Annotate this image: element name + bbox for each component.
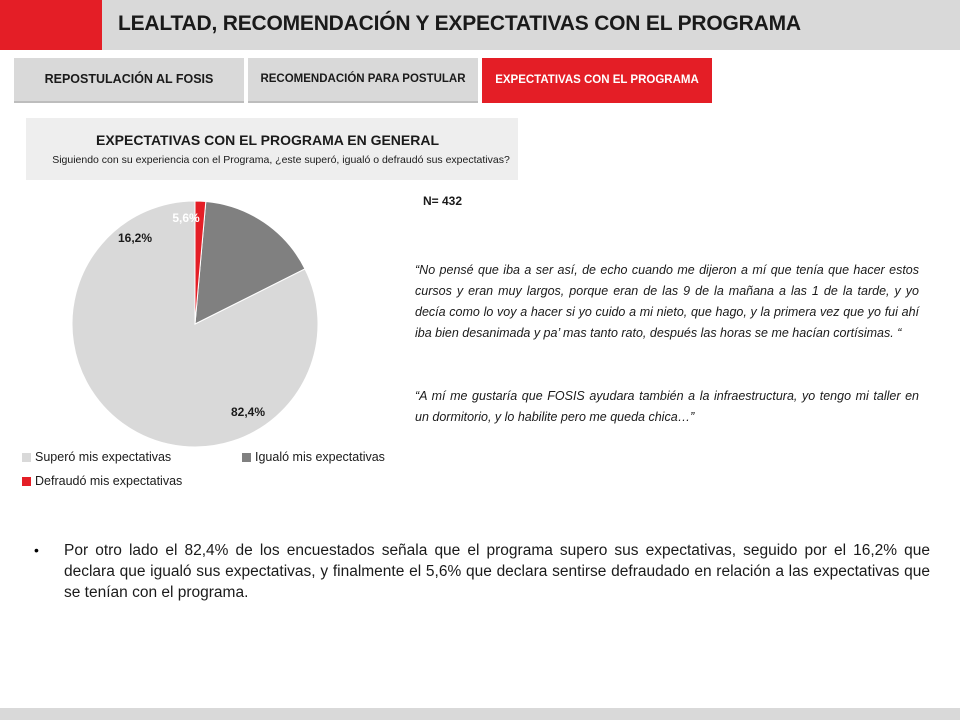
- bullet-symbol: •: [34, 542, 39, 558]
- tab-repostulacion[interactable]: REPOSTULACIÓN AL FOSIS: [14, 58, 244, 103]
- legend-swatch-defraudo: [22, 477, 31, 486]
- section-title: EXPECTATIVAS CON EL PROGRAMA EN GENERAL: [96, 132, 440, 148]
- legend-label-defraudo: Defraudó mis expectativas: [35, 474, 183, 488]
- quote-1: “No pensé que iba a ser así, de echo cuando me dijeron a mí que tenía que hacer estos cursos y eran muy largos, porque eran de las 9 de la mañana a las 1 de la tarde, y yo decía como lo voy a hacer si yo cuido a mi nieto, que hago, y la primera vez que yo fui ahí iba bien desanimada y pa’ mas tanto rato, después las horas se me hacían cortísimas. “: [415, 263, 919, 340]
- header-accent-block: [0, 0, 102, 50]
- pie-chart: [0, 190, 410, 450]
- legend-label-igualo: Igualó mis expectativas: [255, 450, 385, 464]
- data-label-defraudo: 5,6%: [172, 211, 200, 225]
- sample-size: N= 432: [423, 194, 463, 208]
- tab-recomendacion[interactable]: RECOMENDACIÓN PARA POSTULAR: [248, 58, 478, 103]
- legend-item-defraudo: [22, 474, 182, 488]
- data-label-igualo: 16,2%: [117, 231, 153, 245]
- legend-label-supero: Superó mis expectativas: [35, 450, 172, 464]
- legend-swatch-igualo: [242, 453, 251, 462]
- legend-item-supero: [22, 450, 171, 464]
- legend-item-igualo: [242, 450, 385, 464]
- footer-bar: [0, 708, 960, 720]
- page-title: LEALTAD, RECOMENDACIÓN Y EXPECTATIVAS CON EL PROGRAMA: [118, 12, 801, 35]
- quote-2: “A mí me gustaría que FOSIS ayudara también a la infraestructura, yo tengo mi taller en un dormitorio, y lo habilite pero me queda chica…”: [415, 389, 919, 424]
- bullet-text: Por otro lado el 82,4% de los encuestados señala que el programa supero sus expectativas, seguido por el 16,2% que declara que igualó sus expectativas, y finalmente el 5,6% que declara sentirse defraudado en relación a las expectativas que se tenían con el programa.: [64, 542, 930, 601]
- data-label-supero: 82,4%: [230, 405, 266, 419]
- legend-swatch-supero: [22, 453, 31, 462]
- tab-expectativas[interactable]: EXPECTATIVAS CON EL PROGRAMA: [482, 58, 712, 103]
- section-subtitle: Siguiendo con su experiencia con el Programa, ¿este superó, igualó o defraudó sus expectativas?: [52, 154, 510, 166]
- section-header: [26, 118, 518, 180]
- bullet-item: [34, 540, 930, 603]
